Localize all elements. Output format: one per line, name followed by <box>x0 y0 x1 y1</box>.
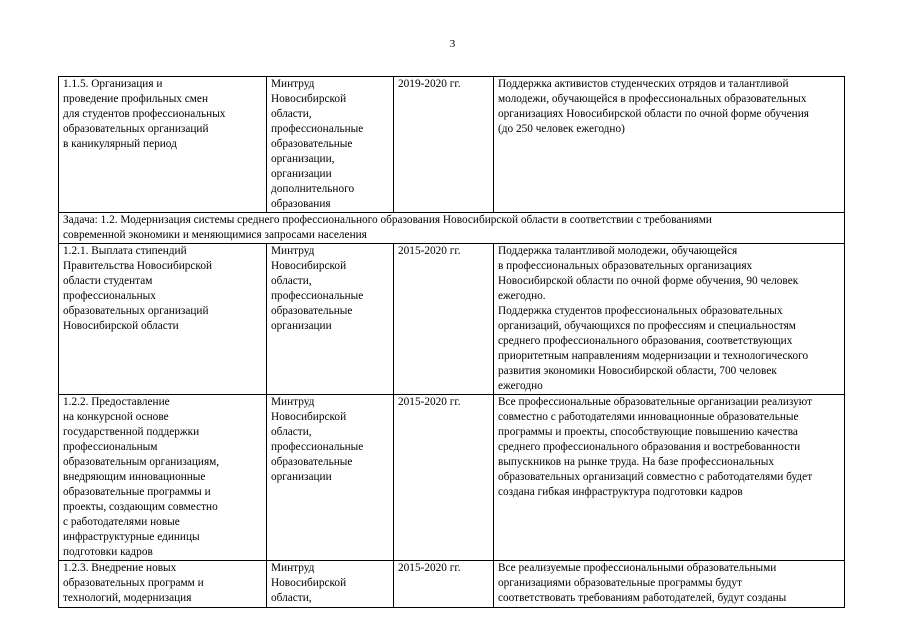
text-line: ежегодно. <box>498 290 546 302</box>
text-line: профессиональных <box>63 290 156 302</box>
text-line: государственной поддержки <box>63 426 200 438</box>
text-line: области, <box>271 275 312 287</box>
activity-name-cell <box>59 77 267 213</box>
text-line: профессиональные <box>271 441 364 453</box>
executor-cell <box>267 561 394 608</box>
text-line: организации <box>271 168 332 180</box>
result-cell <box>494 395 845 561</box>
period-text: 2019-2020 гг. <box>398 78 461 90</box>
page-number: 3 <box>449 38 456 50</box>
text-line: образовательных организаций совместно с работодателями будет <box>498 471 813 483</box>
text-line: Минтруд <box>271 78 315 90</box>
text-line: 1.2.3. Внедрение новых <box>63 562 177 574</box>
period-text: 2015-2020 гг. <box>398 396 461 408</box>
text-line: Минтруд <box>271 245 315 257</box>
text-line: образовательные <box>271 138 353 150</box>
table-row <box>59 77 845 213</box>
text-line: профессиональные <box>271 290 364 302</box>
text-line: Поддержка талантливой молодежи, обучающейся <box>498 245 738 257</box>
text-line: области, <box>271 592 312 604</box>
text-line: внедряющим инновационные <box>63 471 206 483</box>
text-line: профессиональным <box>63 441 158 453</box>
text-line: организациями образовательные программы будут <box>498 577 742 589</box>
text-line: Поддержка студентов профессиональных образовательных <box>498 305 783 317</box>
text-line: Новосибирской <box>271 260 347 272</box>
text-line: образовательные <box>271 456 353 468</box>
text-line: программы и проекты, способствующие повышению качества <box>498 426 798 438</box>
executor-cell <box>267 77 394 213</box>
text-line: технологий, модернизация <box>63 592 192 604</box>
text-line: Новосибирской области по очной форме обучения, 90 человек <box>498 275 799 287</box>
text-line: образовательные <box>271 305 353 317</box>
period-cell <box>394 77 494 213</box>
text-line: 1.2.1. Выплата стипендий <box>63 245 187 257</box>
text-line: молодежи, обучающейся в профессиональных образовательных <box>498 93 807 105</box>
text-line: подготовки кадров <box>63 546 153 558</box>
text-line: организации <box>271 471 332 483</box>
period-cell <box>394 244 494 395</box>
activity-name-cell <box>59 244 267 395</box>
text-line: среднего профессионального образования и востребованности <box>498 441 801 453</box>
result-cell <box>494 77 845 213</box>
text-line: инфраструктурные единицы <box>63 531 200 543</box>
text-line: для студентов профессиональных <box>63 108 226 120</box>
period-text: 2015-2020 гг. <box>398 562 461 574</box>
period-cell <box>394 395 494 561</box>
result-cell <box>494 244 845 395</box>
text-line: Задача: 1.2. Модернизация системы среднего профессионального образования Новосибирской области в соответствии с требованиями <box>63 214 712 226</box>
period-cell <box>394 561 494 608</box>
text-line: ежегодно <box>498 380 543 392</box>
text-line: приоритетным направлениям модернизации и технологического <box>498 350 809 362</box>
text-line: (до 250 человек ежегодно) <box>498 123 625 135</box>
text-line: образовательным организациям, <box>63 456 220 468</box>
text-line: проведение профильных смен <box>63 93 208 105</box>
table-body <box>59 77 845 608</box>
text-line: образовательных организаций <box>63 123 209 135</box>
task-row <box>59 213 845 244</box>
text-line: создана гибкая инфраструктура подготовки кадров <box>498 486 743 498</box>
period-text: 2015-2020 гг. <box>398 245 461 257</box>
text-line: соответствовать требованиям работодателей, будут созданы <box>498 592 787 604</box>
text-line: образовательные программы и <box>63 486 211 498</box>
text-line: профессиональные <box>271 123 364 135</box>
text-line: в профессиональных образовательных организациях <box>498 260 753 272</box>
text-line: Минтруд <box>271 396 315 408</box>
result-cell <box>494 561 845 608</box>
text-line: современной экономики и меняющимися запросами населения <box>63 229 367 241</box>
program-activities-table <box>58 76 845 608</box>
text-line: организации <box>271 320 332 332</box>
text-line: Поддержка активистов студенческих отрядов и талантливой <box>498 78 789 90</box>
text-line: выпускников на рынке труда. На базе профессиональных <box>498 456 775 468</box>
text-line: 1.2.2. Предоставление <box>63 396 170 408</box>
text-line: Все профессиональные образовательные организации реализуют <box>498 396 813 408</box>
text-line: Новосибирской <box>271 411 347 423</box>
text-line: образовательных программ и <box>63 577 204 589</box>
text-line: образовательных организаций <box>63 305 209 317</box>
text-line: дополнительного <box>271 183 355 195</box>
text-line: среднего профессионального образования, соответствующих <box>498 335 793 347</box>
table-row <box>59 244 845 395</box>
task-cell <box>59 213 845 244</box>
text-line: совместно с работодателями инновационные образовательные <box>498 411 799 423</box>
text-line: проекты, создающим совместно <box>63 501 218 513</box>
text-line: Новосибирской области <box>63 320 179 332</box>
text-line: образования <box>271 198 331 210</box>
text-line: в каникулярный период <box>63 138 177 150</box>
activity-name-cell <box>59 395 267 561</box>
executor-cell <box>267 395 394 561</box>
text-line: развития экономики Новосибирской области, 700 человек <box>498 365 777 377</box>
text-line: Правительства Новосибирской <box>63 260 213 272</box>
text-line: Новосибирской <box>271 93 347 105</box>
text-line: области, <box>271 108 312 120</box>
text-line: Все реализуемые профессиональными образовательными <box>498 562 777 574</box>
activity-name-cell <box>59 561 267 608</box>
text-line: 1.1.5. Организация и <box>63 78 163 90</box>
text-line: организации, <box>271 153 335 165</box>
text-line: Минтруд <box>271 562 315 574</box>
text-line: области студентам <box>63 275 153 287</box>
text-line: на конкурсной основе <box>63 411 169 423</box>
table-row <box>59 561 845 608</box>
text-line: Новосибирской <box>271 577 347 589</box>
text-line: с работодателями новые <box>63 516 180 528</box>
text-line: области, <box>271 426 312 438</box>
text-line: организаций, обучающихся по профессиям и специальностям <box>498 320 796 332</box>
executor-cell <box>267 244 394 395</box>
text-line: организациях Новосибирской области по очной форме обучения <box>498 108 809 120</box>
table-row <box>59 395 845 561</box>
